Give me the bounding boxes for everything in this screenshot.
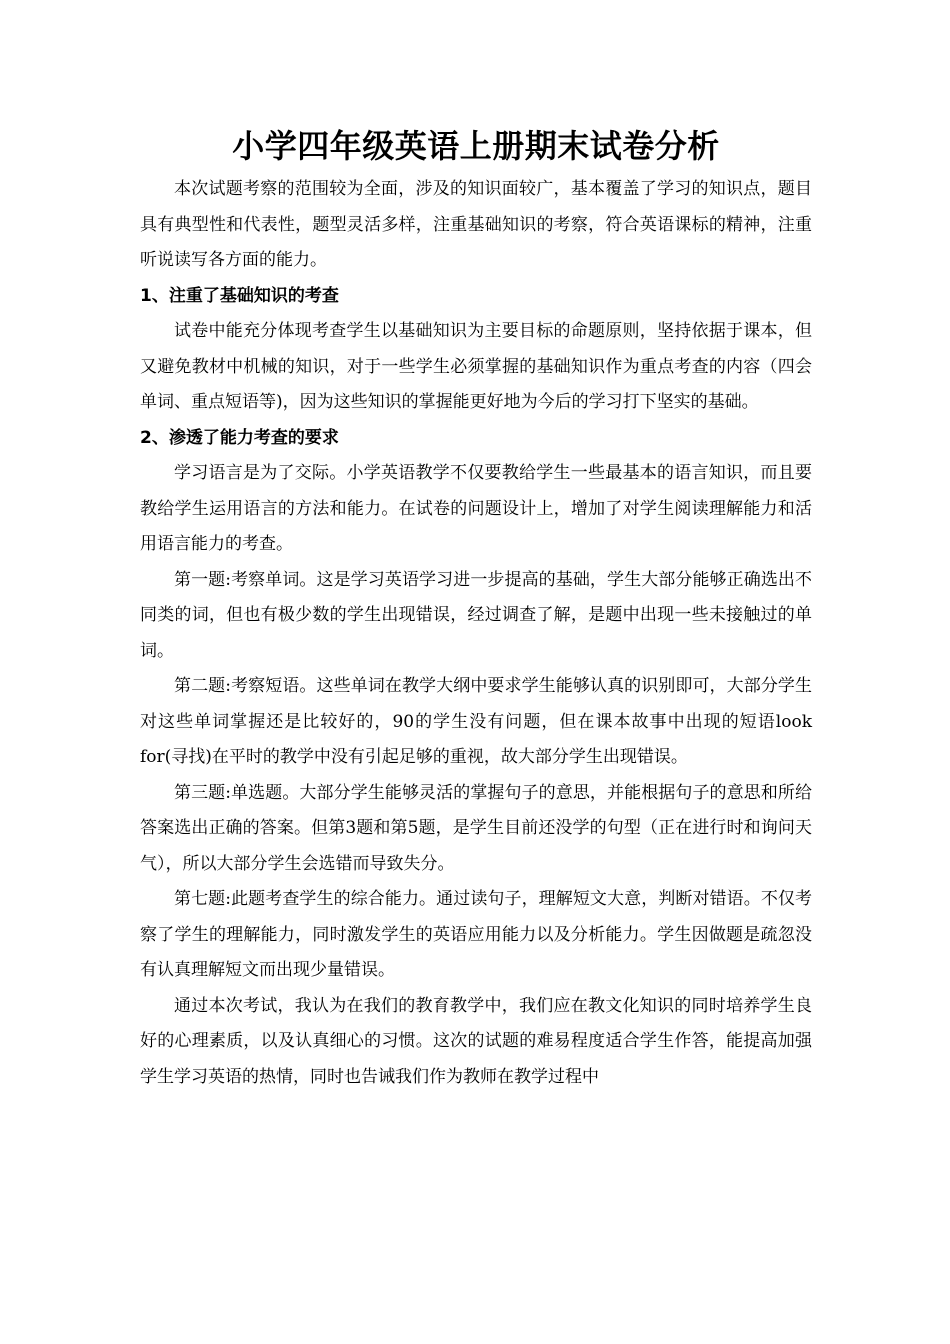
section-1-paragraph: 试卷中能充分体现考查学生以基础知识为主要目标的命题原则，坚持依据于课本，但又避免教材中机械的知识，对于一些学生必须掌握的基础知识作为重点考查的内容（四会单词、重点短语等)，因为这些知识的掌握能更好地为今后的学习打下坚实的基础。 xyxy=(140,321,812,412)
question-1-paragraph: 第一题:考察单词。这是学习英语学习进一步提高的基础，学生大部分能够正确选出不同类的词，但也有极少数的学生出现错误，经过调查了解，是题中出现一些未接触过的单词。 xyxy=(140,569,812,661)
document-page xyxy=(140,122,812,1095)
section-1-heading: 1、注重了基础知识的考查 xyxy=(140,285,339,306)
question-2-paragraph: 第二题:考察短语。这些单词在教学大纲中要求学生能够认真的识别即可，大部分学生对这些单词掌握还是比较好的，90的学生没有问题，但在课本故事中出现的短语look for(寻找)在平时的教学中没有引起足够的重视，故大部分学生出现错误。 xyxy=(140,676,812,767)
question-7-paragraph: 第七题:此题考查学生的综合能力。通过读句子，理解短文大意，判断对错语。不仅考察了学生的理解能力，同时激发学生的英语应用能力以及分析能力。学生因做题是疏忽没有认真理解短文而出现少量错误。 xyxy=(140,889,812,980)
section-2-paragraph: 学习语言是为了交际。小学英语教学不仅要教给学生一些最基本的语言知识，而且要教给学生运用语言的方法和能力。在试卷的问题设计上，增加了对学生阅读理解能力和活用语言能力的考查。 xyxy=(140,463,812,554)
section-2-heading: 2、渗透了能力考查的要求 xyxy=(140,427,339,448)
intro-paragraph: 本次试题考察的范围较为全面，涉及的知识面较广，基本覆盖了学习的知识点，题目具有典型性和代表性，题型灵活多样，注重基础知识的考察，符合英语课标的精神，注重听说读写各方面的能力。 xyxy=(140,179,812,270)
document-title: 小学四年级英语上册期末试卷分析 xyxy=(232,127,720,165)
conclusion-paragraph: 通过本次考试，我认为在我们的教育教学中，我们应在教文化知识的同时培养学生良好的心理素质，以及认真细心的习惯。这次的试题的难易程度适合学生作答，能提高加强学生学习英语的热情，同时也告诫我们作为教师在教学过程中 xyxy=(140,995,812,1087)
question-3-paragraph: 第三题:单选题。大部分学生能够灵活的掌握句子的意思，并能根据句子的意思和所给答案选出正确的答案。但第3题和第5题，是学生目前还没学的句型（正在进行时和询问天气），所以大部分学生会选错而导致失分。 xyxy=(140,782,812,874)
